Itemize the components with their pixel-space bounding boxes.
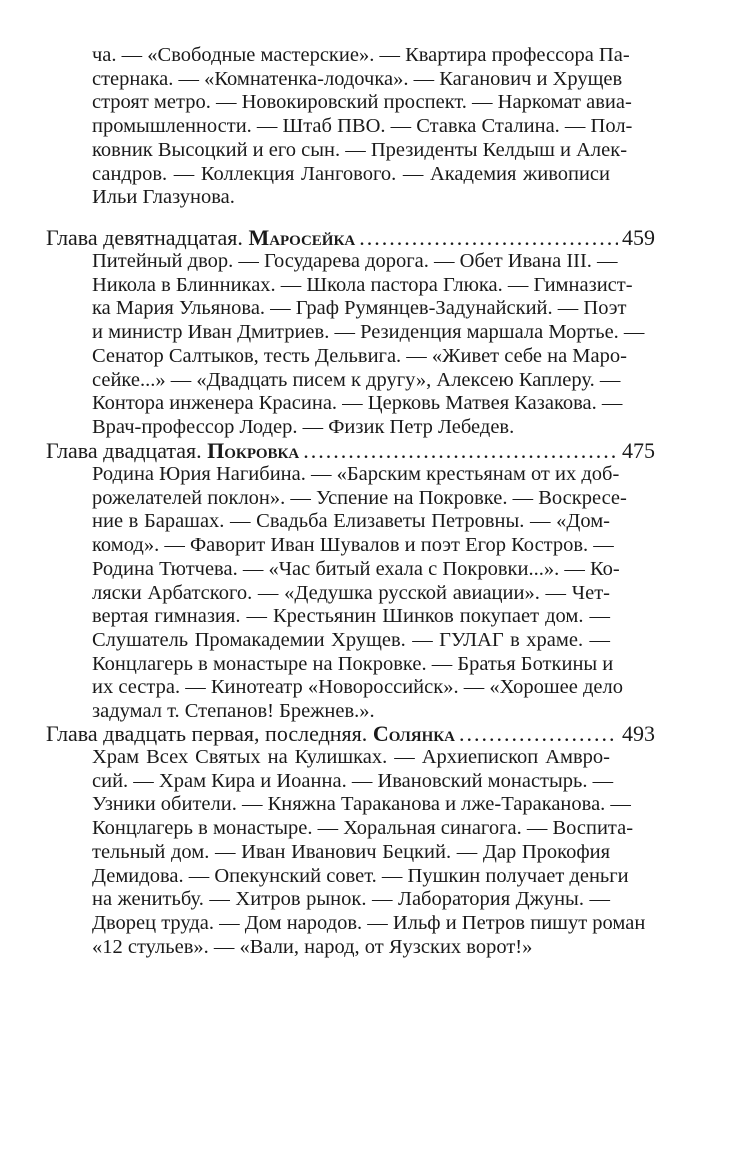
text-line: Сенатор Салтыков, тесть Дельвига. — «Живет себе на Маро- — [92, 344, 627, 367]
text-line: и министр Иван Дмитриев. — Резиденция маршала Мортье. — — [92, 321, 645, 344]
text-line: вертая гимназия. — Крестьянин Шинков покупает дом. — — [92, 605, 610, 628]
page-number: 493 — [622, 721, 655, 746]
page-number: 475 — [622, 438, 655, 463]
dot-leader — [303, 436, 618, 466]
dot-leader — [359, 223, 618, 253]
toc-entry-chapter-21 — [46, 719, 655, 749]
text-line: Концлагерь в монастыре на Покровке. — Братья Боткины и — [92, 652, 614, 675]
text-line: Контора инженера Красина. — Церковь Матвея Казакова. — — [92, 392, 623, 415]
text-line: Питейный двор. — Государева дорога. — Обет Ивана III. — — [92, 250, 618, 272]
chapter-19-summary — [92, 250, 645, 440]
text-line: сий. — Храм Кира и Иоанна. — Ивановский монастырь. — — [92, 769, 614, 792]
text-line: Концлагерь в монастыре. — Хоральная синагога. — Воспита- — [92, 817, 634, 840]
toc-entry-chapter-19 — [46, 223, 655, 253]
dot-leader — [459, 719, 618, 749]
text-line: Ильи Глазунова. — [92, 186, 235, 209]
text-line: стернака. — «Комнатенка-лодочка». — Каганович и Хрущев — [92, 67, 623, 90]
text-line: промышленности. — Штаб ПВО. — Ставка Сталина. — Пол- — [92, 115, 633, 138]
text-line: задумал т. Степанов! Брежнев.». — [92, 700, 375, 723]
text-line: Узники обители. — Княжна Тараканова и лже-Тараканова. — — [92, 793, 631, 816]
text-line: Храм Всех Святых на Кулишках. — Архиепископ Амвро- — [92, 746, 610, 768]
chapter-title: Покровка — [207, 438, 300, 463]
text-line: тельный дом. — Иван Иванович Бецкий. — Дар Прокофия — [92, 840, 610, 863]
text-line: Слушатель Промакадемии Хрущев. — ГУЛАГ в храме. — — [92, 628, 610, 651]
text-line: сейке...» — «Двадцать писем к другу», Алексею Каплеру. — — [92, 368, 621, 391]
text-line: ляски Арбатского. — «Дедушка русской авиации». — Чет- — [92, 581, 610, 604]
text-line: Дворец труда. — Дом народов. — Ильф и Петров пишут роман — [92, 911, 646, 934]
text-line: комод». — Фаворит Иван Шувалов и поэт Егор Костров. — — [92, 534, 614, 557]
text-line: Родина Юрия Нагибина. — «Барским крестьянам от их доб- — [92, 463, 620, 485]
text-line: Родина Тютчева. — «Час битый ехала с Покровки...». — Ко- — [92, 557, 620, 580]
chapter-title: Маросейка — [248, 225, 356, 250]
page-number: 459 — [622, 225, 655, 250]
text-line: ние в Барашах. — Свадьба Елизаветы Петровны. — «Дом- — [92, 510, 610, 533]
chapter-prefix: Глава двадцать первая, последняя. — [46, 721, 368, 746]
chapter-title: Солянка — [372, 721, 456, 746]
text-line: ковник Высоцкий и его сын. — Президенты Келдыш и Алек- — [92, 138, 628, 161]
chapter-20-summary — [92, 463, 627, 724]
text-line: ча. — «Свободные мастерские». — Квартира профессора Па- — [92, 44, 630, 66]
text-line: их сестра. — Кинотеатр «Новороссийск». — «Хорошее дело — [92, 676, 623, 699]
text-line: строят метро. — Новокировский проспект. — Наркомат авиа- — [92, 91, 632, 114]
text-line: сандров. — Коллекция Лангового. — Академия живописи — [92, 162, 610, 185]
toc-entry-chapter-20 — [46, 436, 655, 466]
text-line: рожелателей поклон». — Успение на Покровке. — Воскресе- — [92, 486, 627, 509]
intro-paragraph — [92, 44, 633, 210]
text-line: Никола в Блинниках. — Школа пастора Глюка. — Гимназист- — [92, 273, 633, 296]
chapter-prefix: Глава девятнадцатая. — [46, 225, 243, 250]
text-line: Демидова. — Опекунский совет. — Пушкин получает деньги — [92, 864, 629, 887]
text-line: «12 стульев». — «Вали, народ, от Яузских ворот!» — [92, 935, 533, 958]
chapter-21-summary — [92, 746, 646, 959]
text-line: ка Мария Ульянова. — Граф Румянцев-Задунайский. — Поэт — [92, 297, 627, 320]
chapter-prefix: Глава двадцатая. — [46, 438, 202, 463]
text-line: Врач-профессор Лодер. — Физик Петр Лебедев. — [92, 415, 515, 438]
text-line: на женитьбу. — Хитров рынок. — Лаборатория Джуны. — — [92, 888, 610, 911]
